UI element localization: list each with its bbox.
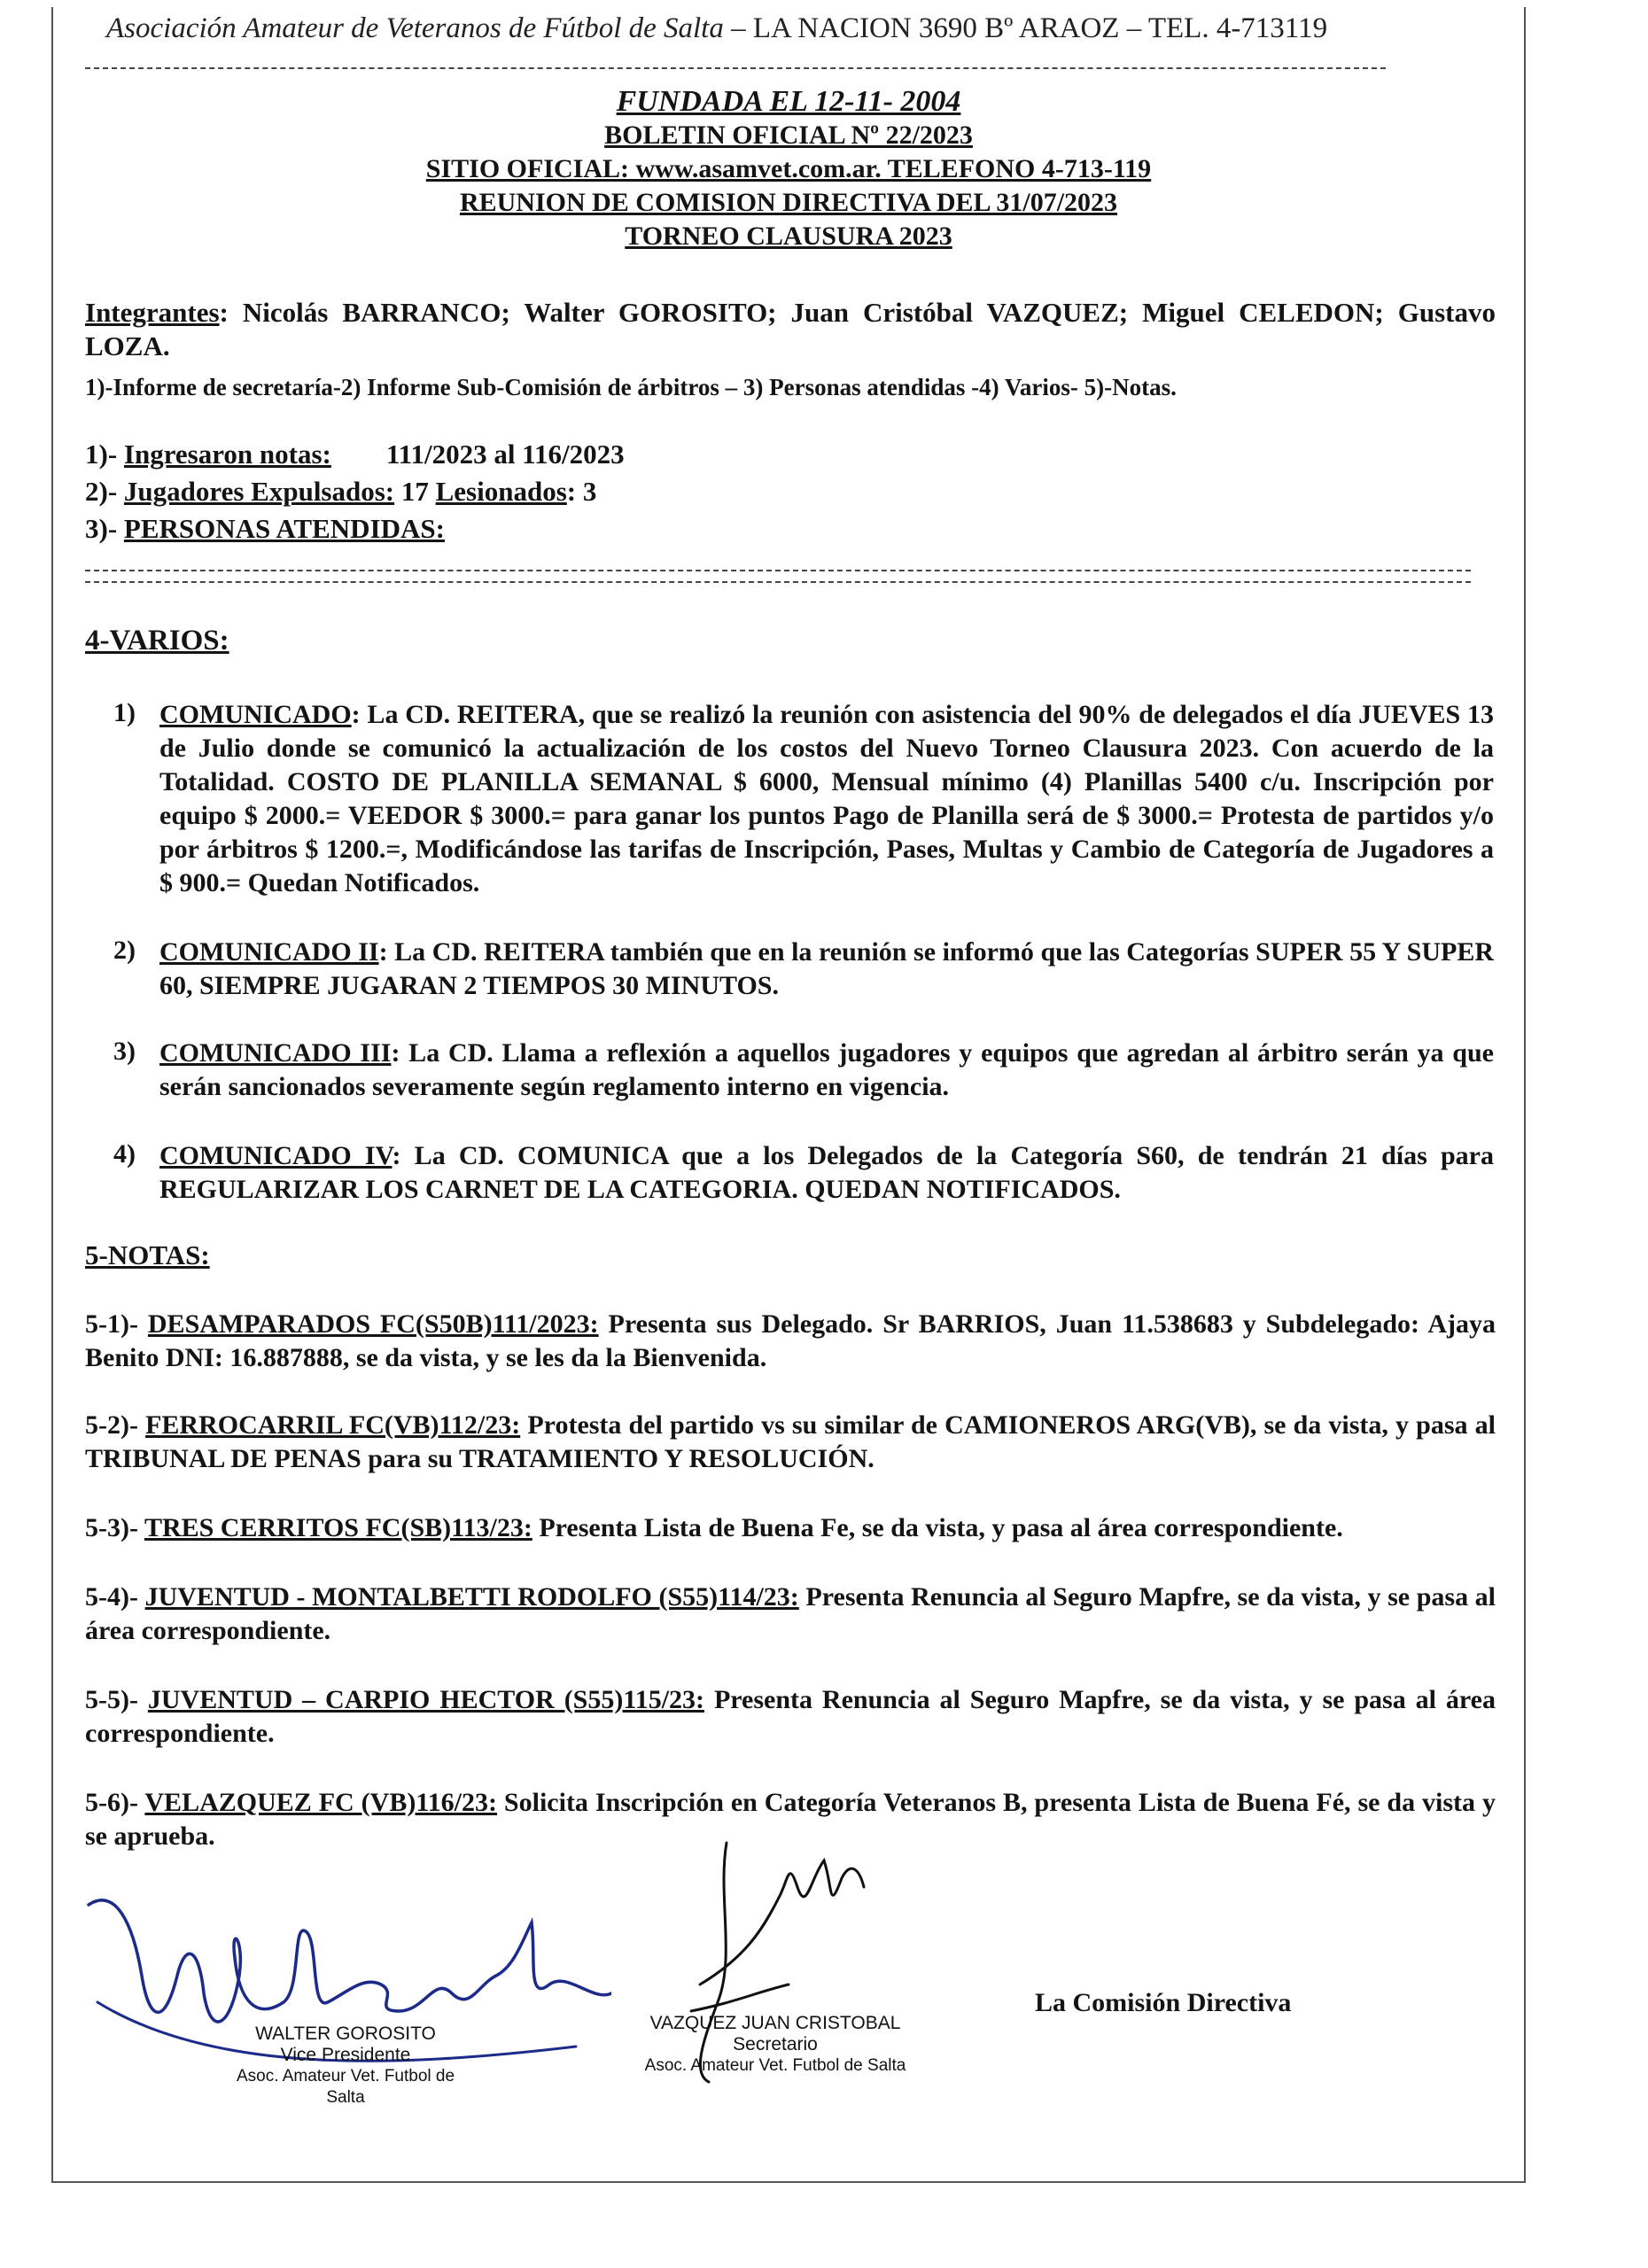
comunicado-3: COMUNICADO III: La CD. Llama a reflexión a aquellos jugadores y equipos que agredan al árbitro serán ya que serán sancionados severamente según reglamento interno en vigencia. [159,1038,1494,1101]
signer-2-role: Secretario [733,2034,818,2054]
comunicado-1: COMUNICADO: La CD. REITERA, que se realizó la reunión con asistencia del 90% de delegados el día JUEVES 13 de Julio donde se comunicó la actualización de los costos del Nuevo Torneo Clausura 2023. Con acuerdo de la Totalidad. COSTO DE PLANILLA SEMANAL $ 6000, Mensual mínimo (4) Planillas 5400 c/u. Inscripción por equipo $ 2000.= VEEDOR $ 3000.= para ganar los puntos Pago de Planilla será de $ 3000.= Protesta de partidos y/o por árbitros $ 1200.=, Modificándose las tarifas de Inscripción, Pases, Multas y Cambio de Categoría de Jugadores a $ 900.= Quedan Notificados. [159,700,1494,897]
signer-2-name: VAZQUEZ JUAN CRISTOBAL [649,2013,901,2033]
varios-heading: 4-VARIOS: [85,625,229,656]
section-divider [85,570,1471,571]
signer-2-org: Asoc. Amateur Vet. Futbol de Salta [644,2056,906,2075]
association-name: Asociación Amateur de Veteranos de Fútbol de Salta [106,12,724,44]
item-notes-received: 1)- Ingresaron notas: 111/2023 al 116/2023 [85,439,625,470]
tournament-name: TORNEO CLAUSURA 2023 [625,221,952,251]
comunicado-1-number: 1) [113,698,136,727]
nota-5-2: 5-2)- FERROCARRIL FC(VB)112/23: Protesta del partido vs su similar de CAMIONEROS ARG(VB), se da vista, y pasa al TRIBUNAL DE PENAS para su TRATAMIENTO Y RESOLUCIÓN. [85,1410,1496,1473]
signature-block-gorosito [222,2023,470,2109]
signer-1-role: Vice Presidente [280,2045,411,2065]
nota-5-1: 5-1)- DESAMPARADOS FC(S50B)111/2023: Presenta sus Delegado. Sr BARRIOS, Juan 11.538683 y Subdelegado: Ajaya Benito DNI: 16.887888, se da vista, y se les da la Bienvenida. [85,1309,1496,1372]
members-names: : Nicolás BARRANCO; Walter GOROSITO; Juan Cristóbal VAZQUEZ; Miguel CELEDON; Gustavo LOZA. [85,297,1496,361]
signer-1-name: WALTER GOROSITO [255,2023,436,2044]
item-players-expelled: 2)- Jugadores Expulsados: 17 Lesionados: 3 [85,476,597,507]
founded-date: FUNDADA EL 12-11- 2004 [616,85,961,118]
nota-5-6: 5-6)- VELAZQUEZ FC (VB)116/23: Solicita Inscripción en Categoría Veteranos B, presenta Lista de Buena Fé, se da vista y se aprueba. [85,1788,1496,1851]
header-divider [85,67,1386,69]
bulletin-number: BOLETIN OFICIAL Nº 22/2023 [604,120,973,150]
comunicado-4: COMUNICADO IV: La CD. COMUNICA que a los Delegados de la Categoría S60, de tendrán 21 días para REGULARIZAR LOS CARNET DE LA CATEGORIA. QUEDAN NOTIFICADOS. [159,1141,1494,1204]
comunicado-3-number: 3) [113,1037,136,1066]
signer-1-org: Asoc. Amateur Vet. Futbol de Salta [236,2067,455,2107]
section-divider-2 [85,581,1471,583]
association-address: – LA NACION 3690 Bº ARAOZ – TEL. 4-713119 [723,12,1328,44]
agenda-line: 1)-Informe de secretaría-2) Informe Sub-Comisión de árbitros – 3) Personas atendidas -4) Varios- 5)-Notas. [85,374,1177,400]
nota-5-3: 5-3)- TRES CERRITOS FC(SB)113/23: Presenta Lista de Buena Fe, se da vista, y pasa al área correspondiente. [85,1513,1343,1542]
members-paragraph [85,296,1496,363]
nota-5-5: 5-5)- JUVENTUD – CARPIO HECTOR (S55)115/23: Presenta Renuncia al Seguro Mapfre, se da vista, y se pasa al área correspondiente. [85,1685,1496,1748]
comunicado-4-number: 4) [113,1139,136,1169]
comunicado-2: COMUNICADO II: La CD. REITERA también que en la reunión se informó que las Categorías SUPER 55 Y SUPER 60, SIEMPRE JUGARAN 2 TIEMPOS 30 MINUTOS. [159,937,1495,1000]
bulletin-title-block [0,85,1577,253]
comunicado-2-number: 2) [113,936,136,965]
nota-5-4: 5-4)- JUVENTUD - MONTALBETTI RODOLFO (S55)114/23: Presenta Renuncia al Seguro Mapfre, se da vista, y se pasa al área correspondiente. [85,1582,1496,1645]
notas-heading: 5-NOTAS: [85,1239,210,1270]
page-border-right [1524,7,1526,2182]
meeting-date: REUNION DE COMISION DIRECTIVA DEL 31/07/2023 [459,188,1118,217]
signature-block-vazquez [625,2013,926,2077]
official-site: SITIO OFICIAL: www.asamvet.com.ar. TELEFONO 4-713-119 [425,154,1152,183]
item-people-attended: 3)- PERSONAS ATENDIDAS: [85,513,445,544]
board-signature: La Comisión Directiva [1035,1988,1292,2017]
page-border-bottom [51,2181,1526,2183]
members-label: Integrantes [85,297,220,328]
letterhead [106,12,1506,45]
page-border-left [51,7,53,2182]
